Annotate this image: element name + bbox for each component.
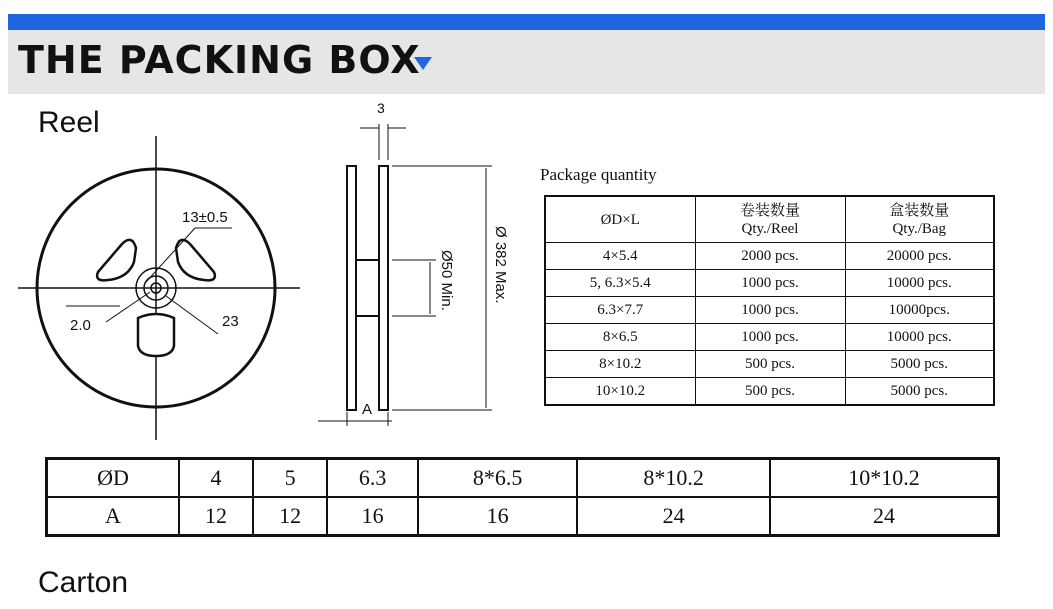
size-cell: 5, 6.3×5.4 — [545, 270, 695, 297]
outer-diameter-dimension: Ø 382 Max. — [492, 226, 509, 304]
dimension-table — [45, 457, 1000, 537]
bag-qty-header-cn: 盒装数量 — [889, 202, 950, 219]
reel-qty-header-en: Qty./Reel — [741, 220, 799, 237]
a-cell: 12 — [253, 497, 327, 536]
width-dimension: 3 — [377, 100, 385, 116]
page-title: THE PACKING BOX — [18, 38, 421, 82]
carton-heading: Carton — [38, 566, 129, 599]
diameter-row — [47, 459, 999, 498]
package-quantity-caption: Package quantity — [540, 165, 657, 184]
table-row — [545, 324, 994, 351]
diameter-cell: 5 — [253, 459, 327, 498]
size-cell: 4×5.4 — [545, 243, 695, 270]
table-row — [545, 243, 994, 270]
slot-dimension: 2.0 — [70, 317, 91, 334]
radius-dimension: 23 — [222, 313, 239, 330]
table-row — [545, 270, 994, 297]
reel-qty-header — [695, 196, 845, 243]
bag-qty-header-en: Qty./Bag — [892, 220, 947, 237]
reel-qty-cell: 500 pcs. — [695, 351, 845, 378]
reel-qty-cell: 500 pcs. — [695, 378, 845, 406]
reel-qty-cell: 1000 pcs. — [695, 324, 845, 351]
diameter-cell: 8*10.2 — [577, 459, 770, 498]
bag-qty-header — [845, 196, 994, 243]
bag-qty-cell: 5000 pcs. — [845, 378, 994, 406]
diameter-cell: 8*6.5 — [418, 459, 577, 498]
a-cell: 24 — [770, 497, 998, 536]
a-cell: 16 — [327, 497, 418, 536]
table-row — [545, 351, 994, 378]
reel-heading: Reel — [38, 106, 100, 139]
size-cell: 6.3×7.7 — [545, 297, 695, 324]
a-cell: 24 — [577, 497, 770, 536]
reel-qty-cell: 2000 pcs. — [695, 243, 845, 270]
size-cell: 10×10.2 — [545, 378, 695, 406]
reel-qty-header-cn: 卷装数量 — [739, 202, 800, 219]
table-header-row — [545, 196, 994, 243]
diameter-cell: 10*10.2 — [770, 459, 998, 498]
reel-qty-cell: 1000 pcs. — [695, 297, 845, 324]
hub-dimension: 13±0.5 — [182, 209, 228, 226]
bag-qty-cell: 10000 pcs. — [845, 270, 994, 297]
table-row — [545, 297, 994, 324]
size-cell: 8×6.5 — [545, 324, 695, 351]
package-quantity-table — [544, 195, 995, 406]
size-cell: 8×10.2 — [545, 351, 695, 378]
bag-qty-cell: 20000 pcs. — [845, 243, 994, 270]
table-row — [545, 378, 994, 406]
a-cell: 16 — [418, 497, 577, 536]
a-cell: 12 — [179, 497, 253, 536]
reel-side-view — [318, 124, 492, 426]
diameter-cell: 4 — [179, 459, 253, 498]
bag-qty-cell: 10000 pcs. — [845, 324, 994, 351]
reel-front-view — [18, 136, 300, 440]
a-row — [47, 497, 999, 536]
diameter-cell: 6.3 — [327, 459, 418, 498]
a-dimension: A — [362, 401, 373, 418]
diameter-label-cell: ØD — [47, 459, 180, 498]
bag-qty-cell: 5000 pcs. — [845, 351, 994, 378]
reel-qty-cell: 1000 pcs. — [695, 270, 845, 297]
hub-diameter-dimension: Ø50 Min. — [438, 250, 455, 311]
size-header: ØD×L — [545, 196, 695, 243]
a-label-cell: A — [47, 497, 180, 536]
bag-qty-cell: 10000pcs. — [845, 297, 994, 324]
